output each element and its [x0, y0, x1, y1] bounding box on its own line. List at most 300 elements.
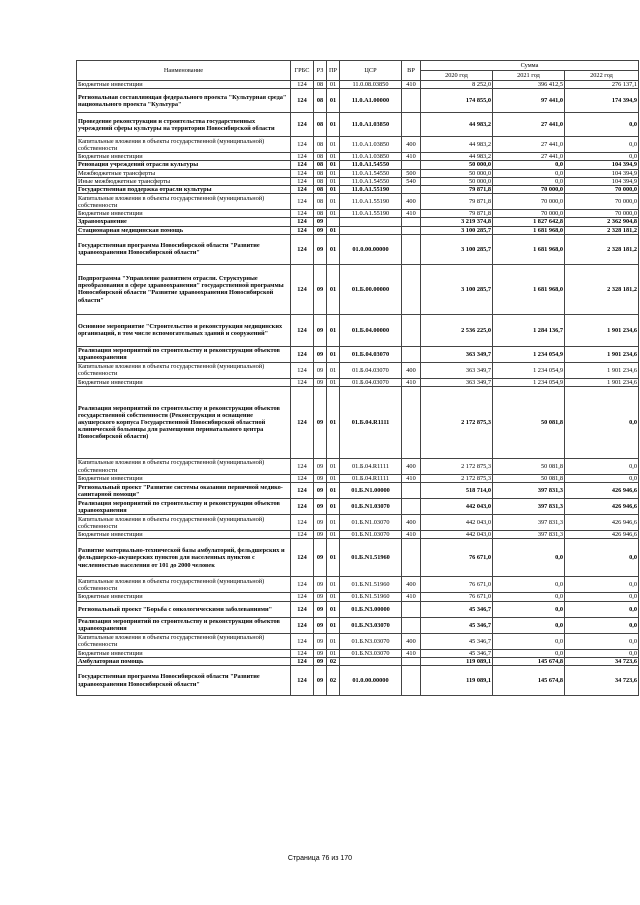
row-grbs: 124 [291, 169, 314, 177]
row-name: Здравоохранение [77, 218, 291, 226]
row-name: Капитальные вложения в объекты государственной (муниципальной) собственности [77, 577, 291, 593]
header-rz: РЗ [314, 61, 327, 81]
row-grbs: 124 [291, 226, 314, 234]
row-csr: 01.Б.N1.51960 [340, 593, 402, 601]
row-vr: 500 [402, 169, 421, 177]
budget-table [76, 60, 639, 696]
row-sum-2021: 0,0 [493, 539, 565, 577]
row-sum-2021: 396 412,5 [493, 81, 565, 89]
table-row [77, 153, 639, 161]
row-name: Реализация мероприятий по строительству и реконструкции объектов здравоохранения [77, 346, 291, 362]
row-pr: 01 [327, 346, 340, 362]
header-csr: ЦСР [340, 61, 402, 81]
row-vr: 400 [402, 137, 421, 153]
row-name: Бюджетные инвестиции [77, 210, 291, 218]
header-pr: ПР [327, 61, 340, 81]
table-row [77, 483, 639, 499]
row-sum-2022: 0,0 [565, 593, 639, 601]
row-rz: 09 [314, 218, 327, 226]
table-row [77, 387, 639, 459]
row-pr: 01 [327, 314, 340, 346]
table-row [77, 177, 639, 185]
row-sum-2021: 70 000,0 [493, 194, 565, 210]
row-rz: 09 [314, 539, 327, 577]
row-grbs: 124 [291, 539, 314, 577]
row-name: Государственная поддержка отрасли культуры [77, 186, 291, 194]
row-name: Амбулаторная помощь [77, 657, 291, 665]
row-csr: 01.Б.04.R1111 [340, 387, 402, 459]
row-pr: 01 [327, 459, 340, 475]
header-name: Наименование [77, 61, 291, 81]
row-sum-2022: 34 723,6 [565, 666, 639, 696]
row-sum-2022: 0,0 [565, 617, 639, 633]
row-grbs: 124 [291, 378, 314, 386]
row-sum-2020: 50 000,0 [421, 177, 493, 185]
row-name: Реализация мероприятий по строительству и реконструкции объектов здравоохранения [77, 617, 291, 633]
row-sum-2021: 70 000,0 [493, 210, 565, 218]
row-rz: 09 [314, 666, 327, 696]
row-vr: 400 [402, 194, 421, 210]
row-rz: 08 [314, 89, 327, 113]
row-pr: 01 [327, 161, 340, 169]
row-sum-2021: 0,0 [493, 601, 565, 617]
row-pr: 01 [327, 499, 340, 515]
row-sum-2020: 442 043,0 [421, 499, 493, 515]
row-grbs: 124 [291, 137, 314, 153]
row-sum-2022: 0,0 [565, 475, 639, 483]
row-sum-2020: 50 000,0 [421, 161, 493, 169]
row-pr: 01 [327, 617, 340, 633]
row-pr: 01 [327, 194, 340, 210]
row-grbs: 124 [291, 161, 314, 169]
row-sum-2022: 2 362 904,8 [565, 218, 639, 226]
row-pr: 01 [327, 539, 340, 577]
row-sum-2020: 2 172 875,3 [421, 475, 493, 483]
row-pr: 01 [327, 177, 340, 185]
row-csr: 01.Б.00.00000 [340, 264, 402, 314]
row-sum-2021: 1 681 968,0 [493, 264, 565, 314]
row-sum-2020: 363 349,7 [421, 346, 493, 362]
table-row [77, 378, 639, 386]
row-rz: 09 [314, 459, 327, 475]
row-vr: 400 [402, 577, 421, 593]
row-name: Бюджетные инвестиции [77, 81, 291, 89]
row-name: Бюджетные инвестиции [77, 153, 291, 161]
row-vr [402, 539, 421, 577]
row-sum-2021: 0,0 [493, 649, 565, 657]
row-sum-2021: 97 441,0 [493, 89, 565, 113]
row-sum-2022: 0,0 [565, 539, 639, 577]
row-sum-2021: 27 441,0 [493, 137, 565, 153]
row-sum-2022: 0,0 [565, 113, 639, 137]
table-row [77, 234, 639, 264]
row-name: Подпрограмма "Управление развитием отрасли. Структурные преобразования в сфере здравоохранения" государственной программы Новосибирской области "Развитие здравоохранения Новосибирской области" [77, 264, 291, 314]
row-grbs: 124 [291, 314, 314, 346]
row-sum-2020: 45 346,7 [421, 617, 493, 633]
row-sum-2020: 174 855,0 [421, 89, 493, 113]
row-name: Бюджетные инвестиции [77, 593, 291, 601]
table-row [77, 657, 639, 665]
row-rz: 09 [314, 633, 327, 649]
row-grbs: 124 [291, 633, 314, 649]
row-csr: 11.0.А1.03850 [340, 113, 402, 137]
table-row [77, 194, 639, 210]
row-rz: 09 [314, 483, 327, 499]
row-csr: 11.0.А1.55190 [340, 210, 402, 218]
row-rz: 08 [314, 210, 327, 218]
row-grbs: 124 [291, 531, 314, 539]
row-csr: 01.Б.N1.03070 [340, 499, 402, 515]
row-sum-2021: 50 081,8 [493, 387, 565, 459]
row-vr [402, 89, 421, 113]
row-name: Межбюджетные трансферты [77, 169, 291, 177]
row-pr: 01 [327, 633, 340, 649]
table-row [77, 362, 639, 378]
row-sum-2021: 397 831,3 [493, 499, 565, 515]
row-sum-2020: 518 714,0 [421, 483, 493, 499]
row-grbs: 124 [291, 499, 314, 515]
row-vr [402, 387, 421, 459]
row-rz: 09 [314, 387, 327, 459]
row-rz: 09 [314, 314, 327, 346]
row-sum-2022: 1 901 234,6 [565, 378, 639, 386]
row-grbs: 124 [291, 264, 314, 314]
row-pr: 01 [327, 153, 340, 161]
row-sum-2021: 1 681 968,0 [493, 226, 565, 234]
row-sum-2020: 44 983,2 [421, 153, 493, 161]
row-csr: 01.Б.N1.03070 [340, 531, 402, 539]
row-rz: 08 [314, 194, 327, 210]
row-pr: 01 [327, 483, 340, 499]
row-grbs: 124 [291, 657, 314, 665]
row-csr [340, 226, 402, 234]
row-sum-2020: 76 671,0 [421, 539, 493, 577]
table-row [77, 161, 639, 169]
table-row [77, 314, 639, 346]
row-sum-2022: 0,0 [565, 459, 639, 475]
table-row [77, 633, 639, 649]
row-rz: 09 [314, 362, 327, 378]
row-rz: 09 [314, 226, 327, 234]
row-pr: 01 [327, 593, 340, 601]
row-rz: 09 [314, 593, 327, 601]
row-csr: 11.0.08.03850 [340, 81, 402, 89]
row-sum-2021: 397 831,3 [493, 515, 565, 531]
row-grbs: 124 [291, 234, 314, 264]
row-vr [402, 346, 421, 362]
row-sum-2021: 145 674,8 [493, 666, 565, 696]
row-vr: 400 [402, 459, 421, 475]
row-grbs: 124 [291, 649, 314, 657]
row-rz: 08 [314, 161, 327, 169]
row-rz: 09 [314, 475, 327, 483]
table-row [77, 113, 639, 137]
row-sum-2020: 2 172 875,3 [421, 387, 493, 459]
row-sum-2021: 145 674,8 [493, 657, 565, 665]
row-pr: 01 [327, 264, 340, 314]
row-vr [402, 186, 421, 194]
row-csr: 01.Б.N1.51960 [340, 577, 402, 593]
row-sum-2022: 104 394,9 [565, 169, 639, 177]
row-sum-2020: 45 346,7 [421, 649, 493, 657]
row-vr [402, 666, 421, 696]
row-pr: 01 [327, 378, 340, 386]
row-sum-2021: 0,0 [493, 161, 565, 169]
row-sum-2020: 442 043,0 [421, 515, 493, 531]
row-sum-2021: 1 234 054,9 [493, 378, 565, 386]
row-sum-2020: 2 536 225,0 [421, 314, 493, 346]
row-name: Реновация учреждений отрасли культуры [77, 161, 291, 169]
row-sum-2022: 174 394,9 [565, 89, 639, 113]
row-pr: 01 [327, 169, 340, 177]
row-rz: 09 [314, 378, 327, 386]
table-row [77, 666, 639, 696]
row-csr: 01.Б.04.03070 [340, 378, 402, 386]
row-rz: 09 [314, 346, 327, 362]
row-grbs: 124 [291, 218, 314, 226]
row-grbs: 124 [291, 387, 314, 459]
row-vr: 540 [402, 177, 421, 185]
row-vr [402, 483, 421, 499]
row-csr: 11.0.А1.55190 [340, 194, 402, 210]
table-row [77, 186, 639, 194]
row-csr: 01.Б.N3.00000 [340, 601, 402, 617]
row-rz: 09 [314, 577, 327, 593]
row-csr: 01.Б.N1.03070 [340, 515, 402, 531]
row-vr: 410 [402, 475, 421, 483]
row-vr [402, 161, 421, 169]
row-vr [402, 226, 421, 234]
row-sum-2022: 1 901 234,6 [565, 362, 639, 378]
table-row [77, 649, 639, 657]
row-grbs: 124 [291, 617, 314, 633]
row-vr [402, 234, 421, 264]
row-sum-2021: 397 831,3 [493, 531, 565, 539]
row-sum-2022: 0,0 [565, 633, 639, 649]
row-grbs: 124 [291, 210, 314, 218]
row-pr: 01 [327, 475, 340, 483]
row-pr: 01 [327, 387, 340, 459]
table-body [77, 81, 639, 696]
row-csr: 11.0.А1.54550 [340, 161, 402, 169]
table-row [77, 617, 639, 633]
row-name: Бюджетные инвестиции [77, 475, 291, 483]
row-sum-2020: 76 671,0 [421, 593, 493, 601]
row-sum-2022: 426 946,6 [565, 483, 639, 499]
row-sum-2021: 0,0 [493, 593, 565, 601]
row-sum-2021: 1 681 968,0 [493, 234, 565, 264]
row-rz: 08 [314, 81, 327, 89]
table-row [77, 593, 639, 601]
row-pr: 01 [327, 515, 340, 531]
row-vr: 400 [402, 515, 421, 531]
row-sum-2022: 2 328 181,2 [565, 226, 639, 234]
row-sum-2022: 70 000,0 [565, 210, 639, 218]
row-sum-2021: 50 081,8 [493, 459, 565, 475]
row-sum-2020: 2 172 875,3 [421, 459, 493, 475]
row-csr: 11.0.А1.55190 [340, 186, 402, 194]
row-csr: 01.0.00.00000 [340, 666, 402, 696]
row-sum-2021: 397 831,3 [493, 483, 565, 499]
row-name: Иные межбюджетные трансферты [77, 177, 291, 185]
row-csr: 11.0.А1.54550 [340, 177, 402, 185]
row-sum-2022: 0,0 [565, 153, 639, 161]
table-row [77, 226, 639, 234]
row-vr: 410 [402, 153, 421, 161]
row-csr: 01.Б.N1.00000 [340, 483, 402, 499]
table-row [77, 137, 639, 153]
row-grbs: 124 [291, 153, 314, 161]
row-pr: 01 [327, 649, 340, 657]
row-sum-2022: 0,0 [565, 137, 639, 153]
row-sum-2020: 3 100 285,7 [421, 264, 493, 314]
row-vr [402, 264, 421, 314]
row-name: Капитальные вложения в объекты государственной (муниципальной) собственности [77, 362, 291, 378]
row-sum-2021: 27 441,0 [493, 113, 565, 137]
table-row [77, 264, 639, 314]
row-grbs: 124 [291, 177, 314, 185]
row-csr: 01.Б.N3.03070 [340, 617, 402, 633]
row-vr: 410 [402, 378, 421, 386]
row-vr: 410 [402, 81, 421, 89]
row-name: Региональный проект "Борьба с онкологическими заболеваниями" [77, 601, 291, 617]
row-sum-2020: 119 089,1 [421, 657, 493, 665]
row-grbs: 124 [291, 459, 314, 475]
row-name: Бюджетные инвестиции [77, 378, 291, 386]
row-vr [402, 499, 421, 515]
row-pr: 01 [327, 137, 340, 153]
row-csr: 01.Б.04.R1111 [340, 459, 402, 475]
row-grbs: 124 [291, 577, 314, 593]
table-row [77, 89, 639, 113]
row-grbs: 124 [291, 666, 314, 696]
row-csr: 11.0.А1.03850 [340, 137, 402, 153]
row-name: Бюджетные инвестиции [77, 649, 291, 657]
row-name: Основное мероприятие "Строительство и реконструкция медицинских организаций, в том числе вспомогательных зданий и сооружений" [77, 314, 291, 346]
row-csr [340, 218, 402, 226]
row-grbs: 124 [291, 601, 314, 617]
table-row [77, 577, 639, 593]
row-sum-2021: 1 284 136,7 [493, 314, 565, 346]
row-pr: 02 [327, 666, 340, 696]
table-row [77, 475, 639, 483]
row-csr: 11.0.А1.00000 [340, 89, 402, 113]
row-name: Капитальные вложения в объекты государственной (муниципальной) собственности [77, 194, 291, 210]
row-rz: 09 [314, 499, 327, 515]
row-vr: 410 [402, 649, 421, 657]
row-sum-2020: 44 983,2 [421, 137, 493, 153]
row-pr: 01 [327, 210, 340, 218]
row-pr: 01 [327, 362, 340, 378]
table-row [77, 515, 639, 531]
row-sum-2020: 3 100 285,7 [421, 234, 493, 264]
row-rz: 08 [314, 186, 327, 194]
row-name: Стационарная медицинская помощь [77, 226, 291, 234]
row-name: Государственная программа Новосибирской области "Развитие здравоохранения Новосибирской области" [77, 666, 291, 696]
header-2022: 2022 год [565, 71, 639, 81]
row-csr: 01.Б.04.03070 [340, 346, 402, 362]
row-csr: 01.Б.04.00000 [340, 314, 402, 346]
row-sum-2022: 2 328 181,2 [565, 234, 639, 264]
row-csr: 11.0.А1.54550 [340, 169, 402, 177]
row-sum-2021: 1 827 642,8 [493, 218, 565, 226]
row-sum-2022: 2 328 181,2 [565, 264, 639, 314]
row-sum-2022: 426 946,6 [565, 499, 639, 515]
table-row [77, 539, 639, 577]
row-pr [327, 218, 340, 226]
row-rz: 09 [314, 601, 327, 617]
row-sum-2022: 0,0 [565, 577, 639, 593]
row-pr: 01 [327, 226, 340, 234]
row-grbs: 124 [291, 89, 314, 113]
row-pr: 01 [327, 113, 340, 137]
row-sum-2020: 45 346,7 [421, 633, 493, 649]
row-sum-2021: 27 441,0 [493, 153, 565, 161]
row-name: Реализация мероприятий по строительству и реконструкции объектов здравоохранения [77, 499, 291, 515]
row-sum-2022: 104 394,9 [565, 177, 639, 185]
row-rz: 09 [314, 515, 327, 531]
row-sum-2021: 0,0 [493, 177, 565, 185]
row-sum-2022: 70 000,0 [565, 186, 639, 194]
row-sum-2022: 70 000,0 [565, 194, 639, 210]
row-csr: 01.Б.04.03070 [340, 362, 402, 378]
row-rz: 09 [314, 649, 327, 657]
row-sum-2020: 79 871,8 [421, 194, 493, 210]
row-vr [402, 617, 421, 633]
table-row [77, 459, 639, 475]
table-row [77, 169, 639, 177]
row-sum-2020: 50 000,0 [421, 169, 493, 177]
row-sum-2020: 44 983,2 [421, 113, 493, 137]
row-vr [402, 218, 421, 226]
row-sum-2022: 426 946,6 [565, 515, 639, 531]
row-vr [402, 113, 421, 137]
row-grbs: 124 [291, 515, 314, 531]
row-sum-2022: 1 901 234,6 [565, 346, 639, 362]
row-sum-2022: 0,0 [565, 387, 639, 459]
row-csr: 01.Б.N1.51960 [340, 539, 402, 577]
row-vr: 410 [402, 593, 421, 601]
row-sum-2020: 79 871,8 [421, 210, 493, 218]
row-sum-2020: 79 871,8 [421, 186, 493, 194]
row-pr: 01 [327, 81, 340, 89]
row-sum-2020: 45 346,7 [421, 601, 493, 617]
header-2021: 2021 год [493, 71, 565, 81]
row-grbs: 124 [291, 346, 314, 362]
row-rz: 09 [314, 617, 327, 633]
row-sum-2021: 0,0 [493, 617, 565, 633]
row-name: Реализация мероприятий по строительству и реконструкции объектов государственной собственности (Реконструкция и оснащение акушерского корпуса Государственной Новосибирской областной клинической больницы для размещения перинатального центра Новосибирской области) [77, 387, 291, 459]
row-csr: 01.Б.N3.03070 [340, 649, 402, 657]
row-pr: 01 [327, 234, 340, 264]
row-name: Капитальные вложения в объекты государственной (муниципальной) собственности [77, 137, 291, 153]
row-pr: 01 [327, 89, 340, 113]
row-name: Капитальные вложения в объекты государственной (муниципальной) собственности [77, 633, 291, 649]
row-name: Развитие материально-технической базы амбулаторий, фельдшерских и фельдшерско-акушерских пунктов для населенных пунктов с численностью населения от 101 до 2000 человек [77, 539, 291, 577]
table-row [77, 499, 639, 515]
row-sum-2020: 363 349,7 [421, 378, 493, 386]
header-grbs: ГРБС [291, 61, 314, 81]
budget-table-page [76, 60, 638, 696]
table-row [77, 601, 639, 617]
table-row [77, 81, 639, 89]
row-sum-2021: 0,0 [493, 577, 565, 593]
row-sum-2021: 1 234 054,9 [493, 346, 565, 362]
row-csr: 11.0.А1.03850 [340, 153, 402, 161]
header-sum: Сумма [421, 61, 639, 71]
row-sum-2020: 76 671,0 [421, 577, 493, 593]
row-rz: 08 [314, 169, 327, 177]
